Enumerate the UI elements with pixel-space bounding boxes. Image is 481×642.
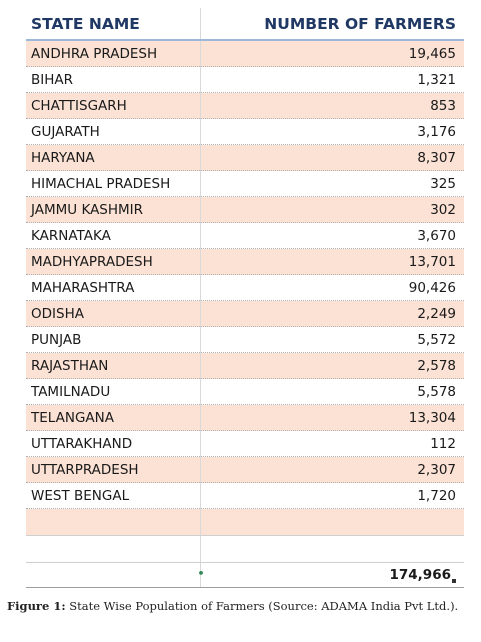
caption-text: State Wise Population of Farmers (Source: ADAMA India Pvt Ltd.).	[65, 599, 459, 613]
total-value: 174,966	[389, 567, 451, 583]
empty-cell	[200, 509, 464, 536]
farmers-count-cell: 5,578	[200, 379, 464, 405]
table-row	[26, 405, 464, 431]
farmers-count-cell: 90,426	[200, 275, 464, 301]
state-name-cell: KARNATAKA	[26, 223, 200, 249]
fill-handle-icon	[452, 579, 456, 583]
table-row	[26, 353, 464, 379]
state-name-cell: JAMMU KASHMIR	[26, 197, 200, 223]
state-name-cell: TELANGANA	[26, 405, 200, 431]
error-indicator-icon: •	[197, 567, 205, 580]
state-name-cell: UTTARPRADESH	[26, 457, 200, 483]
state-name-cell: GUJARATH	[26, 119, 200, 145]
farmers-count-cell: 2,249	[200, 301, 464, 327]
empty-row	[26, 536, 464, 563]
farmers-count-cell: 112	[200, 431, 464, 457]
farmers-count-cell: 2,307	[200, 457, 464, 483]
state-name-cell: HARYANA	[26, 145, 200, 171]
state-name-cell: UTTARAKHAND	[26, 431, 200, 457]
farmers-count-cell: 13,304	[200, 405, 464, 431]
table-row	[26, 40, 464, 67]
farmers-table	[26, 8, 464, 588]
farmers-count-cell: 8,307	[200, 145, 464, 171]
farmers-count-cell: 13,701	[200, 249, 464, 275]
empty-cell	[26, 536, 200, 563]
table-row	[26, 171, 464, 197]
state-name-cell: ANDHRA PRADESH	[26, 40, 200, 67]
table-row	[26, 431, 464, 457]
state-name-cell: ODISHA	[26, 301, 200, 327]
caption-label: Figure 1:	[7, 599, 66, 613]
farmers-count-cell: 302	[200, 197, 464, 223]
state-name-cell: RAJASTHAN	[26, 353, 200, 379]
header-number-of-farmers: NUMBER OF FARMERS	[200, 8, 464, 40]
table-row	[26, 145, 464, 171]
table-row	[26, 457, 464, 483]
table-row	[26, 223, 464, 249]
state-name-cell: HIMACHAL PRADESH	[26, 171, 200, 197]
farmers-count-cell: 1,720	[200, 483, 464, 509]
farmers-count-cell: 1,321	[200, 67, 464, 93]
table-body	[26, 8, 464, 588]
state-name-cell: CHATTISGARH	[26, 93, 200, 119]
table-header-row	[26, 8, 464, 40]
total-row	[26, 563, 464, 588]
table-row	[26, 483, 464, 509]
table-row	[26, 275, 464, 301]
table-row	[26, 249, 464, 275]
total-value-cell	[197, 563, 464, 588]
farmers-count-cell: 19,465	[200, 40, 464, 67]
farmers-count-cell: 853	[200, 93, 464, 119]
farmers-count-cell: 325	[200, 171, 464, 197]
state-name-cell: TAMILNADU	[26, 379, 200, 405]
empty-row	[26, 509, 464, 536]
table-row	[26, 301, 464, 327]
table-row	[26, 93, 464, 119]
total-label-cell	[26, 563, 200, 588]
figure-caption	[7, 598, 475, 614]
table-row	[26, 379, 464, 405]
state-name-cell: BIHAR	[26, 67, 200, 93]
farmers-count-cell: 2,578	[200, 353, 464, 379]
empty-cell	[200, 536, 464, 563]
state-name-cell: MAHARASHTRA	[26, 275, 200, 301]
table-row	[26, 197, 464, 223]
table-row	[26, 327, 464, 353]
farmers-count-cell: 5,572	[200, 327, 464, 353]
farmers-count-cell: 3,176	[200, 119, 464, 145]
table-row	[26, 67, 464, 93]
state-name-cell: MADHYAPRADESH	[26, 249, 200, 275]
header-state-name: STATE NAME	[26, 8, 200, 40]
farmers-table-container	[26, 8, 464, 588]
state-name-cell: PUNJAB	[26, 327, 200, 353]
empty-cell	[26, 509, 200, 536]
table-row	[26, 119, 464, 145]
state-name-cell: WEST BENGAL	[26, 483, 200, 509]
farmers-count-cell: 3,670	[200, 223, 464, 249]
